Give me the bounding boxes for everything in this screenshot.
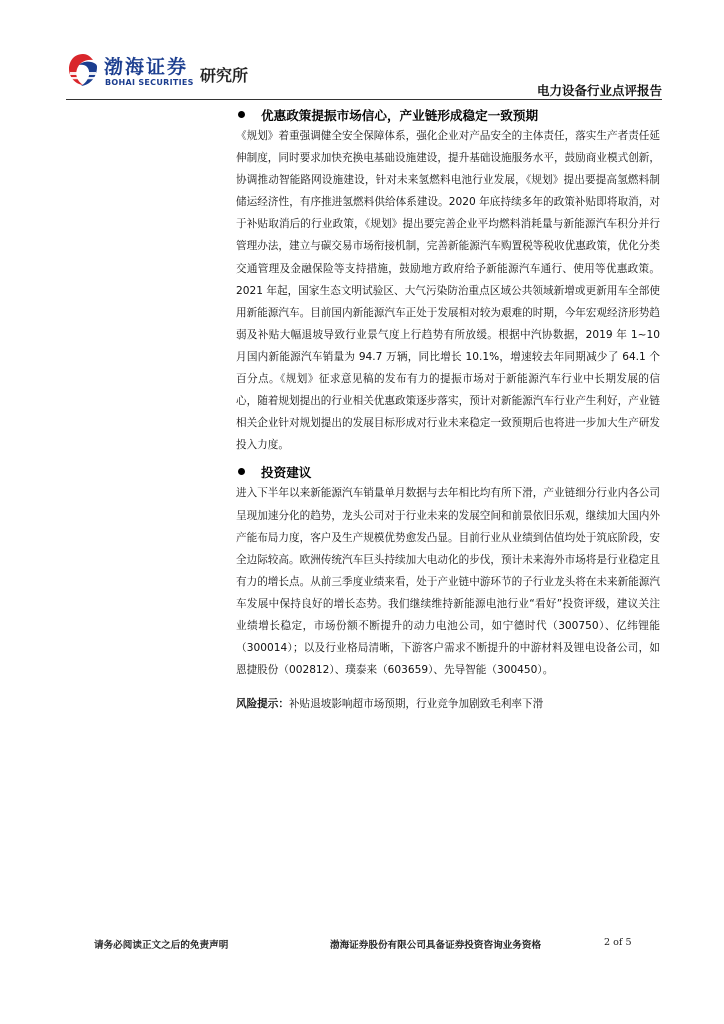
report-type-title: 电力设备行业点评报告 <box>536 83 662 98</box>
section-title-investment <box>236 460 660 482</box>
risk-label: 风险提示： <box>236 698 289 711</box>
bullet-icon <box>238 111 245 118</box>
risk-text: 补贴退坡影响超市场预期，行业竞争加剧致毛利率下滑 <box>288 698 544 711</box>
main-content <box>236 103 660 715</box>
footer-qualification: 渤海证券股份有限公司具备证券投资咨询业务资格 <box>330 940 542 951</box>
page-header <box>0 0 724 100</box>
bullet-icon <box>238 468 245 475</box>
institute-label: 研究所 <box>200 66 249 85</box>
bohai-logo-icon <box>66 52 100 88</box>
section-title-text: 投资建议 <box>261 464 312 480</box>
page-number: 2 of 5 <box>604 937 632 948</box>
section-title-policy <box>236 103 660 125</box>
footer-disclaimer: 请务必阅读正文之后的免责声明 <box>94 940 229 951</box>
section-body-policy: 《规划》着重强调健全安全保障体系，强化企业对产品安全的主体责任，落实生产者责任延伸制度，同时要求加快充换电基础设施建设，提升基础设施服务水平，鼓励商业模式创新，协调推动智能路网设施建设，针对未来氢燃料电池行业发展，《规划》提出要提高氢燃料制储运经济性，有序推进氢燃料供给体系建设。2020 年底持续多年的政策补贴即将取消，对于补贴取消后的行业政策，《规划》提出要完善企业平均燃料消耗量与新能源汽车积分并行管理办法，建立与碳交易市场衔接机制，完善新能源汽车购置税等税收优惠政策，优化分类交通管理及金融保险等支持措施，鼓励地方政府给予新能源汽车通行、使用等优惠政策。2021 年起，国家生态文明试验区、大气污染防治重点区域公共领域新增或更新用车全部使用新能源汽车。目前国内新能源汽车正处于发展相对较为艰难的时期，今年宏观经济形势趋弱及补贴大幅退坡导致行业景气度上行趋势有所放缓。根据中汽协数据，2019 年 1~10 月国内新能源汽车销量为 94.7 万辆，同比增长 10.1%，增速较去年同期减少了 64.1 个百分点。《规划》征求意见稿的发布有力的提振市场对于新能源汽车行业中长期发展的信心，随着规划提出的行业相关优惠政策逐步落实，预计对新能源汽车行业产生利好，产业链相关企业针对规划提出的发展目标形成对行业未来稳定一致预期后也将进一步加大生产研发投入力度。 <box>236 130 660 452</box>
section-body-investment: 进入下半年以来新能源汽车销量单月数据与去年相比均有所下滑，产业链细分行业内各公司呈现加速分化的趋势，龙头公司对于行业未来的发展空间和前景依旧乐观，继续加大国内外产能布局力度，客户及生产规模优势愈发凸显。目前行业从业绩到估值均处于筑底阶段，安全边际较高。欧洲传统汽车巨头持续加大电动化的步伐，预计未来海外市场将是行业稳定且有力的增长点。从前三季度业绩来看，处于产业链中游环节的子行业龙头将在未来新能源汽车发展中保持良好的增长态势。我们继续维持新能源电池行业“看好”投资评级，建议关注业绩增长稳定，市场份额不断提升的动力电池公司，如宁德时代（300750）、亿纬锂能（300014）；以及行业格局清晰，下游客户需求不断提升的中游材料及锂电设备公司，如恩捷股份（002812）、璞泰来（603659）、先导智能（300450）。 <box>236 487 660 677</box>
risk-warning <box>236 693 660 715</box>
logo-text-cn: 渤海证券 <box>104 56 189 78</box>
section-title-text: 优惠政策提振市场信心，产业链形成稳定一致预期 <box>261 107 539 123</box>
logo-text-en: BOHAI SECURITIES <box>105 78 194 87</box>
header-divider <box>66 99 662 100</box>
